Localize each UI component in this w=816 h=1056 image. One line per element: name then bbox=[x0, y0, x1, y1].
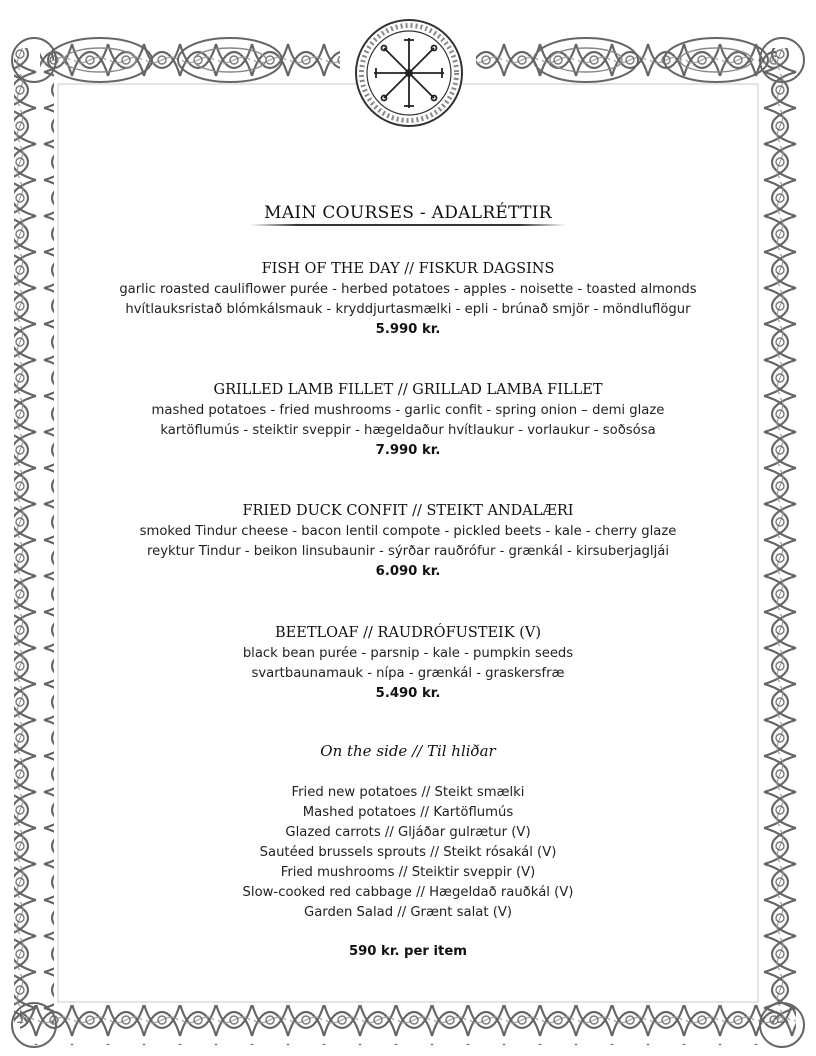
dish-description-is: reyktur Tindur - beikon linsubaunir - sýrðar rauðrófur - grænkál - kirsuberjagljái bbox=[146, 544, 670, 559]
side-item: Fried mushrooms // Steiktir sveppir (V) bbox=[280, 865, 536, 880]
side-item: Sautéed brussels sprouts // Steikt rósakál (V) bbox=[259, 845, 557, 860]
dish-beetloaf bbox=[80, 623, 736, 704]
dish-description-en: garlic roasted cauliflower purée - herbed potatoes - apples - noisette - toasted almonds bbox=[119, 282, 697, 297]
sides-list bbox=[80, 783, 736, 923]
side-item: Slow-cooked red cabbage // Hægeldað rauðkál (V) bbox=[242, 885, 574, 900]
dish-price: 5.990 kr. bbox=[375, 322, 441, 337]
side-item: Garden Salad // Grænt salat (V) bbox=[303, 905, 513, 920]
dish-lamb-fillet bbox=[80, 380, 736, 461]
dish-description-en: smoked Tindur cheese - bacon lentil compote - pickled beets - kale - cherry glaze bbox=[139, 524, 677, 539]
section-title: MAIN COURSES - ADALRÉTTIR bbox=[264, 203, 552, 223]
dish-price: 6.090 kr. bbox=[375, 564, 441, 579]
dish-fish-of-the-day bbox=[80, 259, 736, 340]
dish-description-is: svartbaunamauk - nípa - grænkál - graskersfræ bbox=[251, 666, 565, 681]
dish-name: BEETLOAF // RAUDRÓFUSTEIK (V) bbox=[275, 625, 541, 641]
vegvisir-rune-compass-icon bbox=[354, 18, 464, 128]
dish-duck-confit bbox=[80, 501, 736, 582]
dish-name: FRIED DUCK CONFIT // STEIKT ANDALÆRI bbox=[242, 503, 574, 519]
dish-name: GRILLED LAMB FILLET // GRILLAD LAMBA FILLET bbox=[213, 382, 603, 398]
dish-price: 7.990 kr. bbox=[375, 443, 441, 458]
sides-title: On the side // Til hliðar bbox=[320, 742, 496, 760]
dish-description-en: black bean purée - parsnip - kale - pumpkin seeds bbox=[242, 646, 574, 661]
title-underline bbox=[250, 224, 566, 226]
dish-name: FISH OF THE DAY // FISKUR DAGSINS bbox=[261, 261, 555, 277]
dish-description-is: kartöflumús - steiktir sveppir - hægeldaður hvítlaukur - vorlaukur - soðsósa bbox=[160, 423, 656, 438]
dish-description-en: mashed potatoes - fried mushrooms - garlic confit - spring onion – demi glaze bbox=[151, 403, 665, 418]
sides-price: 590 kr. per item bbox=[348, 944, 468, 959]
dish-description-is: hvítlauksristað blómkálsmauk - kryddjurtasmælki - epli - brúnað smjör - möndluflögur bbox=[125, 302, 691, 317]
dish-price: 5.490 kr. bbox=[375, 686, 441, 701]
side-item: Fried new potatoes // Steikt smælki bbox=[291, 785, 525, 800]
side-item: Glazed carrots // Gljáðar gulrætur (V) bbox=[285, 825, 531, 840]
side-item: Mashed potatoes // Kartöflumús bbox=[302, 805, 514, 820]
